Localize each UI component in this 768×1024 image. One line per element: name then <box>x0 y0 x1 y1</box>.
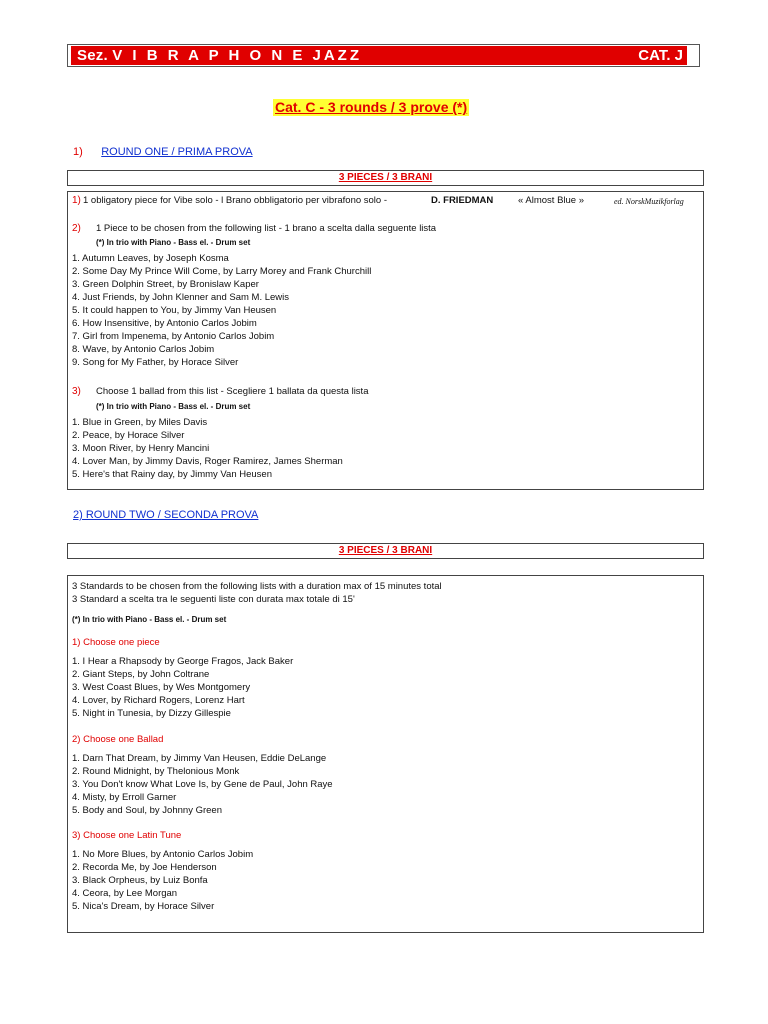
list-item: 4. Ceora, by Lee Morgan <box>72 888 178 899</box>
list-item: 5. Body and Soul, by Johnny Green <box>72 805 222 816</box>
item2-text: 1 Piece to be chosen from the following list - 1 brano a scelta dalla seguente lista <box>96 223 437 234</box>
list-item: 5. Night in Tunesia, by Dizzy Gillespie <box>72 708 231 719</box>
list-item: 3. Black Orpheus, by Luiz Bonfa <box>72 875 208 886</box>
list-item: 1. No More Blues, by Antonio Carlos Jobim <box>72 849 254 860</box>
list-item: 3. Green Dolphin Street, by Bronislaw Kaper <box>72 279 259 290</box>
category-label: CAT. J <box>638 47 683 64</box>
list-item: 2. Recorda Me, by Joe Henderson <box>72 862 217 873</box>
item1-number: 1) <box>72 195 81 206</box>
item1-text: 1 obligatory piece for Vibe solo - l Brano obbligatorio per vibrafono solo - <box>83 195 387 206</box>
item1-publisher: ed. NorskMuzikforlag <box>614 197 684 206</box>
list-item: 5. It could happen to You, by Jimmy Van Heusen <box>72 305 277 316</box>
list-item: 2. Peace, by Horace Silver <box>72 430 185 441</box>
list-item: 3. Moon River, by Henry Mancini <box>72 443 210 454</box>
section-prefix: Sez. <box>77 47 108 64</box>
round-one-title: ROUND ONE / PRIMA PROVA <box>101 146 253 158</box>
item3-trio-note: (*) In trio with Piano - Bass el. - Drum set <box>96 402 251 411</box>
section-title <box>77 47 362 65</box>
list-item: 6. How Insensitive, by Antonio Carlos Jobim <box>72 318 257 329</box>
list-item: 3. West Coast Blues, by Wes Montgomery <box>72 682 251 693</box>
round-two-trio-note: (*) In trio with Piano - Bass el. - Drum set <box>72 615 227 624</box>
list-item: 1. I Hear a Rhapsody by George Fragos, Jack Baker <box>72 656 294 667</box>
round-two-pieces-box <box>67 543 704 559</box>
round-two-intro-it: 3 Standard a scelta tra le seguenti liste con durata max totale di 15' <box>72 594 355 605</box>
round-one-pieces-label: 3 PIECES / 3 BRANI <box>338 172 433 183</box>
list-item: 1. Darn That Dream, by Jimmy Van Heusen, Eddie DeLange <box>72 753 327 764</box>
item1-composer: D. FRIEDMAN <box>431 195 494 206</box>
list-item: 4. Just Friends, by John Klenner and Sam M. Lewis <box>72 292 290 303</box>
section-header-band <box>71 46 687 65</box>
list-item: 2. Giant Steps, by John Coltrane <box>72 669 210 680</box>
round-two-title: 2) ROUND TWO / SECONDA PROVA <box>73 509 259 521</box>
item3-text: Choose 1 ballad from this list - Scegliere 1 ballata da questa lista <box>96 386 369 397</box>
item2-trio-note: (*) In trio with Piano - Bass el. - Drum set <box>96 238 251 247</box>
category-title: Cat. C - 3 rounds / 3 prove (*) <box>275 99 468 115</box>
list-item: 3. You Don't know What Love Is, by Gene de Paul, John Raye <box>72 779 333 790</box>
round-two-heading <box>73 509 258 522</box>
section-name: V I B R A P H O N E JAZZ <box>112 47 363 64</box>
list-item: 9. Song for My Father, by Horace Silver <box>72 357 239 368</box>
round-two-pieces-label: 3 PIECES / 3 BRANI <box>338 545 433 556</box>
round-one-heading <box>73 142 253 160</box>
item3-number: 3) <box>72 386 81 397</box>
list-item: 1. Blue in Green, by Miles Davis <box>72 417 208 428</box>
item1-title: « Almost Blue » <box>518 195 585 206</box>
list-item: 1. Autumn Leaves, by Joseph Kosma <box>72 253 229 264</box>
group2-title: 2) Choose one Ballad <box>72 734 164 745</box>
round-two-content-box <box>67 575 704 933</box>
list-item: 4. Lover, by Richard Rogers, Lorenz Hart <box>72 695 245 706</box>
item2-number: 2) <box>72 223 81 234</box>
list-item: 2. Round Midnight, by Thelonious Monk <box>72 766 240 777</box>
group3-title: 3) Choose one Latin Tune <box>72 830 182 841</box>
round-one-content-box <box>67 191 704 490</box>
section-header <box>67 44 700 67</box>
list-item: 7. Girl from Impenema, by Antonio Carlos Jobim <box>72 331 275 342</box>
round-two-intro-en: 3 Standards to be chosen from the following lists with a duration max of 15 minutes total <box>72 581 442 592</box>
list-item: 4. Misty, by Erroll Garner <box>72 792 177 803</box>
round-one-pieces-box <box>67 170 704 186</box>
list-item: 4. Lover Man, by Jimmy Davis, Roger Ramirez, James Sherman <box>72 456 343 467</box>
group1-title: 1) Choose one piece <box>72 637 160 648</box>
list-item: 2. Some Day My Prince Will Come, by Larry Morey and Frank Churchill <box>72 266 372 277</box>
list-item: 5. Nica's Dream, by Horace Silver <box>72 901 215 912</box>
list-item: 5. Here's that Rainy day, by Jimmy Van Heusen <box>72 469 272 480</box>
list-item: 8. Wave, by Antonio Carlos Jobim <box>72 344 215 355</box>
round-one-number: 1) <box>73 146 83 158</box>
